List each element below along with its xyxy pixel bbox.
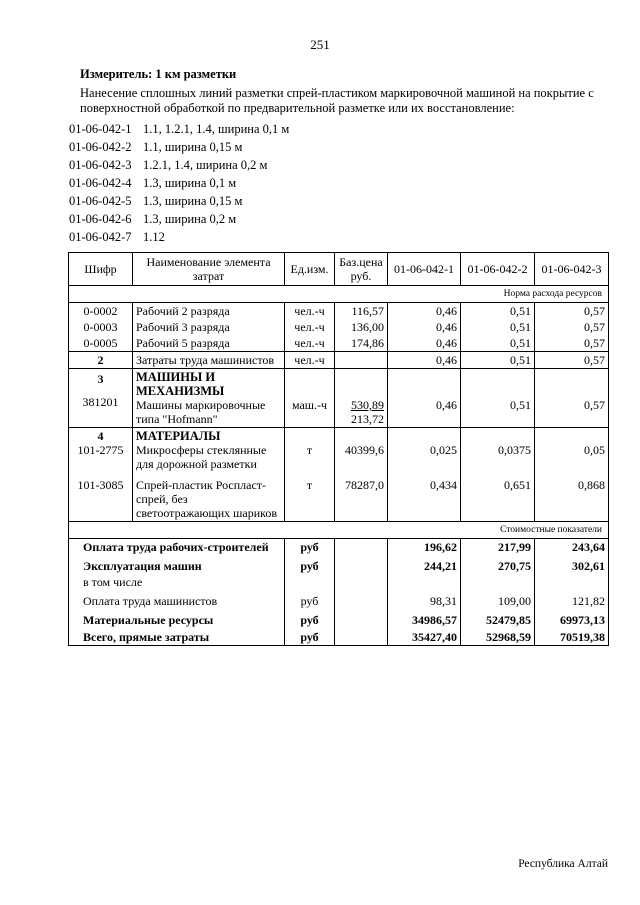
table-row (69, 472, 609, 522)
code-row (69, 228, 289, 246)
header-name: Наименование элемента затрат (133, 253, 285, 286)
header-price: Баз.цена руб. (335, 253, 388, 286)
machines-cell-v2 (461, 369, 535, 428)
norm-caption-row (69, 286, 609, 303)
header-col2: 01-06-042-2 (461, 253, 535, 286)
code-text: 1.2.1, 1.4, ширина 0,2 м (143, 158, 268, 172)
materials-section-row (69, 428, 609, 473)
work-description: Нанесение сплошных линий разметки спрей-пластиком маркировочной машиной на покрытие с поверхностной обработкой по предварительной разметке или их восстановление: (80, 86, 594, 115)
cost-name: Материальные ресурсы (69, 609, 285, 628)
cost-v2 (461, 574, 535, 590)
row-v1: 0,025 (430, 443, 457, 457)
code-row (69, 156, 289, 174)
row-unit: чел.-ч (285, 319, 335, 335)
row-name: Затраты труда машинистов (133, 352, 285, 369)
row-price (335, 352, 388, 369)
row-price-top: 530,89 (351, 398, 384, 412)
cost-name: Эксплуатация машин (69, 555, 285, 574)
row-v1: 0,46 (388, 352, 461, 369)
row-price: 78287,0 (335, 472, 388, 522)
cost-v2: 109,00 (461, 590, 535, 609)
cost-caption: Стоимостные показатели (69, 522, 609, 539)
materials-cell-name (133, 428, 285, 473)
materials-cell-price (335, 428, 388, 473)
machines-cell-name (133, 369, 285, 428)
cost-row (69, 539, 609, 556)
code-id: 01-06-042-6 (69, 212, 132, 226)
materials-cell-v2 (461, 428, 535, 473)
cost-price (335, 574, 388, 590)
row-price: 136,00 (335, 319, 388, 335)
row-unit: чел.-ч (285, 352, 335, 369)
row-v2: 0,651 (461, 472, 535, 522)
row-name: Рабочий 5 разряда (133, 335, 285, 352)
cost-name: Оплата труда машинистов (69, 590, 285, 609)
machines-section-row (69, 369, 609, 428)
cost-v3: 69973,13 (535, 609, 609, 628)
section-title: МАТЕРИАЛЫ (136, 429, 221, 443)
cost-caption-row (69, 522, 609, 539)
row-code: 0-0005 (69, 335, 133, 352)
row-v2: 0,51 (510, 398, 531, 412)
row-v1: 0,46 (388, 303, 461, 320)
row-v3: 0,57 (535, 335, 609, 352)
row-code: 2 (69, 352, 133, 369)
cost-v1: 196,62 (388, 539, 461, 556)
cost-v1 (388, 574, 461, 590)
code-text: 1.3, ширина 0,1 м (143, 176, 237, 190)
cost-v1: 244,21 (388, 555, 461, 574)
row-v3: 0,57 (535, 352, 609, 369)
cost-row (69, 628, 609, 646)
cost-price (335, 539, 388, 556)
row-unit: маш.-ч (291, 398, 328, 412)
row-code: 0-0002 (69, 303, 133, 320)
header-unit: Ед.изм. (285, 253, 335, 286)
table-row (69, 303, 609, 320)
cost-row (69, 574, 609, 590)
code-row (69, 174, 289, 192)
materials-cell-v1 (388, 428, 461, 473)
row-v1: 0,434 (388, 472, 461, 522)
code-text: 1.12 (143, 230, 165, 244)
header-col1: 01-06-042-1 (388, 253, 461, 286)
code-text: 1.3, ширина 0,15 м (143, 194, 243, 208)
row-code: 381201 (82, 395, 119, 409)
page-number: 251 (310, 37, 330, 52)
cost-unit: руб (285, 628, 335, 646)
cost-row (69, 590, 609, 609)
code-text: 1.3, ширина 0,2 м (143, 212, 237, 226)
row-code: 101-2775 (77, 443, 124, 457)
materials-cell-unit (285, 428, 335, 473)
row-name: Рабочий 3 разряда (133, 319, 285, 335)
norms-table (68, 252, 609, 646)
code-id: 01-06-042-3 (69, 158, 132, 172)
section-code: 4 (97, 429, 104, 443)
machines-cell-unit (285, 369, 335, 428)
row-unit: т (306, 443, 313, 457)
cost-v3 (535, 574, 609, 590)
code-id: 01-06-042-1 (69, 122, 132, 136)
row-v3: 0,868 (535, 472, 609, 522)
table-header-row (69, 253, 609, 286)
row-v1: 0,46 (388, 319, 461, 335)
measure-heading: Измеритель: 1 км разметки (80, 67, 237, 81)
cost-unit: руб (285, 609, 335, 628)
footer-region: Республика Алтай (518, 858, 608, 870)
cost-v1: 35427,40 (388, 628, 461, 646)
code-text: 1.1, ширина 0,15 м (143, 140, 243, 154)
code-list (69, 120, 289, 246)
row-v3: 0,57 (535, 303, 609, 320)
row-name: Рабочий 2 разряда (133, 303, 285, 320)
cost-price (335, 590, 388, 609)
row-v3: 0,57 (535, 319, 609, 335)
cost-name: Всего, прямые затраты (69, 628, 285, 646)
cost-v1: 34986,57 (388, 609, 461, 628)
table-row (69, 352, 609, 369)
norm-caption: Норма расхода ресурсов (69, 286, 609, 303)
section-code: 3 (97, 372, 104, 386)
cost-v2: 270,75 (461, 555, 535, 574)
machines-cell-code (69, 369, 133, 428)
code-row (69, 210, 289, 228)
row-name: Машины маркировочные типа "Hofmann" (136, 398, 266, 426)
table-row (69, 335, 609, 352)
code-id: 01-06-042-5 (69, 194, 132, 208)
code-row (69, 120, 289, 138)
cost-price (335, 555, 388, 574)
cost-v3: 302,61 (535, 555, 609, 574)
cost-unit: руб (285, 590, 335, 609)
cost-v2: 52968,59 (461, 628, 535, 646)
row-v2: 0,0375 (498, 443, 531, 457)
cost-price (335, 628, 388, 646)
row-code: 0-0003 (69, 319, 133, 335)
cost-v3: 70519,38 (535, 628, 609, 646)
machines-cell-v1 (388, 369, 461, 428)
row-v2: 0,51 (461, 303, 535, 320)
row-code: 101-3085 (69, 472, 133, 522)
cost-v3: 243,64 (535, 539, 609, 556)
code-id: 01-06-042-7 (69, 230, 132, 244)
cost-v3: 121,82 (535, 590, 609, 609)
materials-cell-code (69, 428, 133, 473)
cost-row (69, 555, 609, 574)
row-v2: 0,51 (461, 319, 535, 335)
row-unit: чел.-ч (285, 303, 335, 320)
code-id: 01-06-042-4 (69, 176, 132, 190)
cost-name: Оплата труда рабочих-строителей (69, 539, 285, 556)
row-v2: 0,51 (461, 352, 535, 369)
row-v1: 0,46 (388, 335, 461, 352)
machines-cell-v3 (535, 369, 609, 428)
section-title: МАШИНЫ И МЕХАНИЗМЫ (136, 370, 225, 398)
row-price-bottom: 213,72 (351, 412, 384, 426)
cost-row (69, 609, 609, 628)
row-v2: 0,51 (461, 335, 535, 352)
code-text: 1.1, 1.2.1, 1.4, ширина 0,1 м (143, 122, 290, 136)
row-unit: чел.-ч (285, 335, 335, 352)
row-name: Спрей-пластик Роспласт-спрей, без светоотражающих шариков (133, 472, 285, 522)
row-unit: т (285, 472, 335, 522)
row-price: 40399,6 (345, 443, 384, 457)
materials-cell-v3 (535, 428, 609, 473)
table-row (69, 319, 609, 335)
machines-cell-price (335, 369, 388, 428)
code-id: 01-06-042-2 (69, 140, 132, 154)
row-v3: 0,05 (584, 443, 605, 457)
cost-unit: руб (285, 555, 335, 574)
code-row (69, 192, 289, 210)
row-price: 116,57 (335, 303, 388, 320)
row-price: 174,86 (335, 335, 388, 352)
cost-name: в том числе (69, 574, 285, 590)
header-col3: 01-06-042-3 (535, 253, 609, 286)
row-v3: 0,57 (584, 398, 605, 412)
cost-v1: 98,31 (388, 590, 461, 609)
cost-price (335, 609, 388, 628)
code-row (69, 138, 289, 156)
header-code: Шифр (69, 253, 133, 286)
cost-unit: руб (285, 539, 335, 556)
cost-v2: 52479,85 (461, 609, 535, 628)
cost-v2: 217,99 (461, 539, 535, 556)
row-v1: 0,46 (436, 398, 457, 412)
row-name: Микросферы стеклянные для дорожной разметки (136, 443, 267, 471)
cost-unit (285, 574, 335, 590)
